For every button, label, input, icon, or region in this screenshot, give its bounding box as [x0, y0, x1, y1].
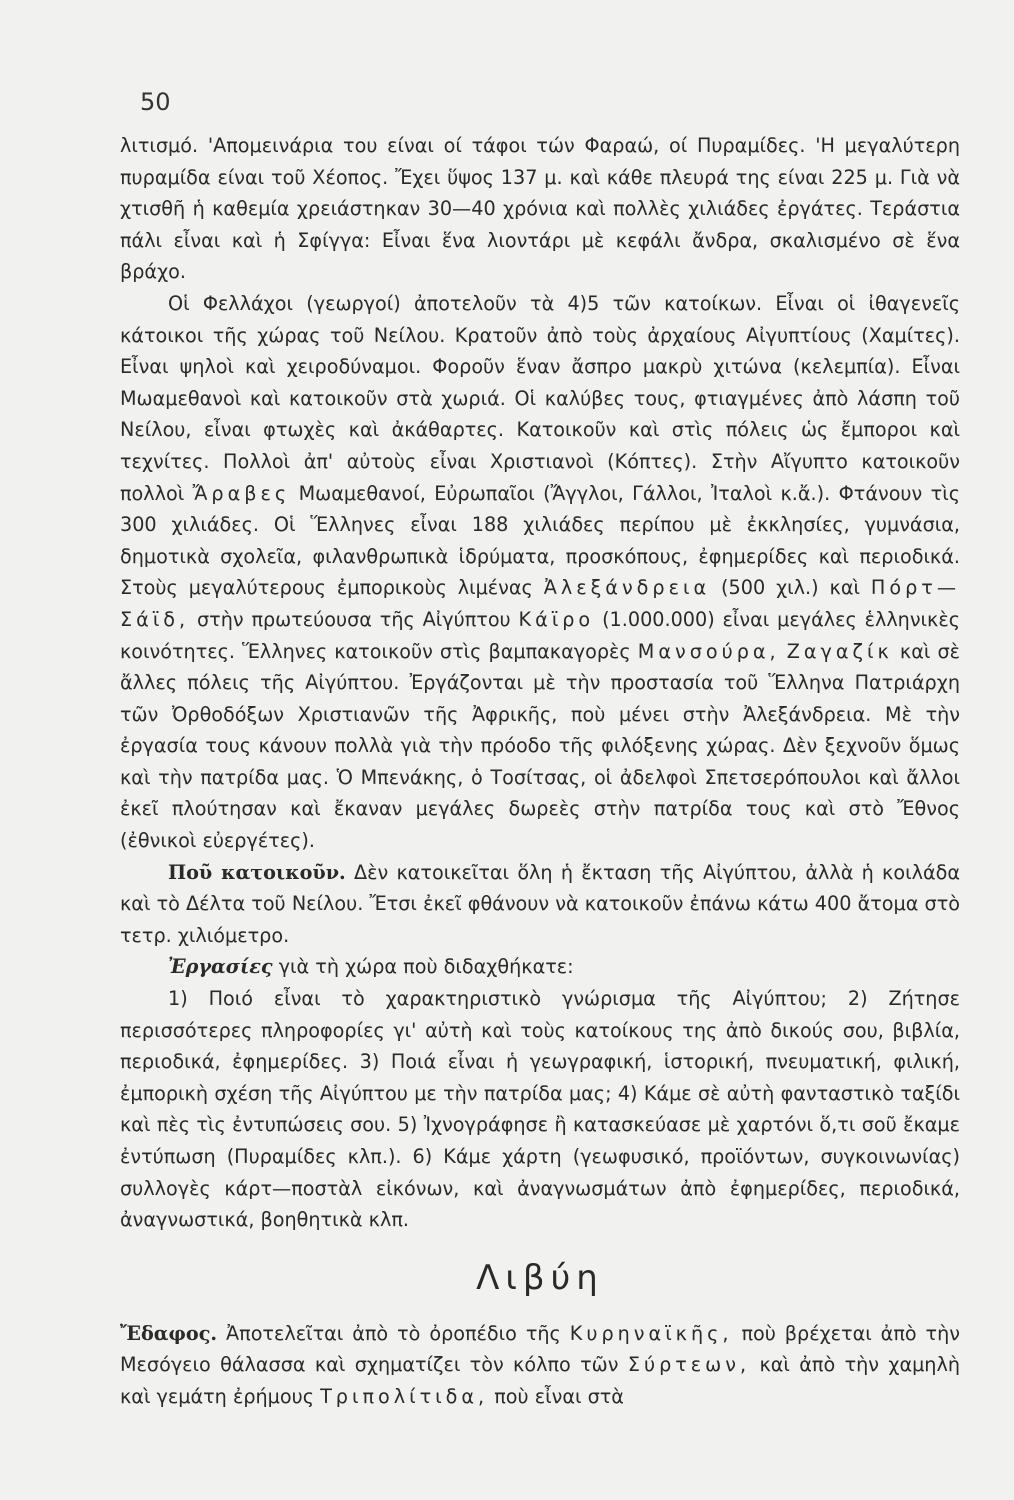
zagazig-term: Ζαγαζίκ	[786, 639, 893, 663]
where-they-live-paragraph	[120, 857, 960, 952]
people-text-1: Οἱ Φελλάχοι (γεωργοί) ἀποτελοῦν τὰ 4)5 τῶν κατοίκων. Εἶναι οἱ ἰθαγενεῖς κάτοικοι τῆς χώρας τοῦ Νείλου. Κρατοῦν ἀπὸ τοὺς ἀρχαίους Αἰγυπτίους (Χαμίτες). Εἶναι ψηλοὶ καὶ χειροδύναμοι. Φοροῦν ἕναν ἄσπρο μακρὺ χιτώνα (κελεμπία). Εἶναι Μωαμεθανοὶ καὶ κατοικοῦν στὰ χωριά. Οἱ καλύβες τους, φτιαγμένες ἀπὸ λάσπη τοῦ Νείλου, εἶναι φτωχὲς καὶ ἀκάθαρτες. Κατοικοῦν καὶ στὶς πόλεις ὡς ἔμποροι καὶ τεχνίτες. Πολλοὶ ἀπ' αὐτοὺς εἶναι Χριστιανοὶ (Κόπτες). Στὴν Αἴγυπτο κατοικοῦν πολλοὶ	[120, 291, 960, 505]
soil-text-2: ποὺ βρέχεται ἀπὸ τὴν Μεσόγειο θάλασσα καὶ σχηματίζει τὸν κόλπο τῶν	[120, 1321, 960, 1377]
page-number: 50	[140, 88, 171, 116]
soil-text-1: Ἀποτελεῖται ἀπὸ τὸ ὀροπέδιο τῆς	[226, 1321, 561, 1345]
people-text-6: καὶ σὲ ἄλλες πόλεις τῆς Αἰγύπτου. Ἐργάζονται μὲ τὴν προστασία τοῦ Ἕλληνα Πατριάρχη τῶν Ὀρθοδόξων Χριστιανῶν τῆς Ἀφρικῆς, ποὺ μένει στὴν Ἀλεξάνδρεια. Μὲ τὴν ἐργασία τους κάνουν πολλὰ γιὰ τὴν πρόοδο τῆς φιλόξενης χώρας. Δὲν ξεχνοῦν ὅμως καὶ τὴν πατρίδα μας. Ὁ Μπενάκης, ὁ Τοσίτσας, οἱ ἀδελφοὶ Σπετσερόπουλοι καὶ ἄλλοι ἐκεῖ πλούτησαν καὶ ἔκαναν μεγάλες δωρεὲς στὴν πατρίδα τους καὶ στὸ Ἔθνος (ἐθνικοὶ εὐεργέτες).	[120, 639, 960, 853]
mansoura-term: Μανσούρα,	[637, 639, 780, 663]
tripolitida-term: Τριπολίτιδα,	[320, 1384, 489, 1408]
arabs-term: Ἄραβες	[192, 481, 291, 505]
soil-lead: Ἔδαφος.	[120, 1321, 218, 1345]
where-text: Δὲν κατοικεῖται ὅλη ἡ ἔκταση τῆς Αἰγύπτου, ἀλλὰ ἡ κοιλάδα καὶ τὸ Δέλτα τοῦ Νείλου. Ἔτσι ἐκεῖ φθάνουν νὰ κατοικοῦν ἐπάνω κάτω 400 ἄτομα στὸ τετρ. χιλιόμετρο.	[120, 860, 960, 947]
libya-soil-paragraph	[120, 1318, 960, 1413]
page-content	[120, 130, 960, 1413]
port-said-term: Πόρτ—Σάϊδ,	[120, 576, 961, 631]
exercises-list: 1) Ποιό εἶναι τὸ χαρακτηριστικὸ γνώρισμα τῆς Αἰγύπτου; 2) Ζήτησε περισσότερες πληροφορίες γι' αὐτὴ καὶ τοὺς κατοίκους της ἀπὸ δικούς σου, βιβλία, περιοδικά, ἐφημερίδες. 3) Ποιά εἶναι ἡ γεωγραφική, ἱστορική, πνευματική, φιλική, ἐμπορικὴ σχέση τῆς Αἰγύπτου με τὴν πατρίδα μας; 4) Κάμε σὲ αὐτὴ φανταστικὸ ταξίδι καὶ πὲς τὶς ἐντυπώσεις σου. 5) Ἰχνογράφησε ἢ κατασκεύασε μὲ χαρτόνι ὅ,τι σοῦ ἔκαμε ἐντύπωση (Πυραμίδες κλπ.). 6) Κάμε χάρτη (γεωφυσικό, προϊόντων, συγκοινωνίας) συλλογὲς κάρτ—ποστὰλ εἰκόνων, καὶ ἀναγνωσμάτων ἀπὸ ἐφημερίδες, περιοδικά, ἀναγνωστικά, βοηθητικὰ κλπ.	[120, 987, 960, 1232]
exercises-text: γιὰ τὴ χώρα ποὺ διδαχθήκατε:	[278, 955, 574, 979]
egypt-intro-paragraph: λιτισμό. 'Απομεινάρια του είναι οί τάφοι τών Φαραώ, οί Πυραμίδες. 'Η μεγαλύτερη πυραμίδα είναι τοῦ Χέοπος. Ἔχει ὕψος 137 μ. καὶ κάθε πλευρά της είναι 225 μ. Γιὰ νὰ χτισθῆ ἡ καθεμία χρειάστηκαν 30—40 χρόνια καὶ πολλὲς χιλιάδες ἐργάτες. Τεράστια πάλι εἶναι καὶ ἡ Σφίγγα: Εἶναι ἕνα λιοντάρι μὲ κεφάλι ἄνδρα, σκαλισμένο σὲ ἕνα βράχο.	[120, 134, 960, 284]
where-lead: Ποῦ κατοικοῦν.	[168, 860, 346, 884]
people-text-3: (500 χιλ.) καὶ	[721, 576, 860, 600]
exercises-lead: Ἐργασίες	[168, 955, 273, 979]
people-text-4: στὴν πρωτεύουσα τῆς Αἰγύπτου	[196, 607, 511, 631]
cyrenaica-term: Κυρηναϊκῆς,	[569, 1321, 733, 1345]
syrtes-term: Σύρτεων,	[627, 1353, 751, 1377]
soil-text-3: καὶ ἀπὸ τὴν χαμηλὴ καὶ γεμάτη ἐρήμους	[120, 1353, 960, 1408]
people-text-5: (1.000.000) εἶναι μεγάλες ἑλληνικὲς κοινότητες. Ἕλληνες κατοικοῦν στὶς βαμπακαγορὲς	[120, 607, 960, 663]
egypt-people-paragraph	[120, 288, 960, 857]
alexandria-term: Ἀλεξάνδρεια	[543, 576, 711, 600]
exercises-heading-line	[120, 951, 960, 983]
people-text-2: Μωαμεθανοί, Εὐρωπαῖοι (Ἄγγλοι, Γάλλοι, Ἰταλοὶ κ.ἄ.). Φτάνουν τὶς 300 χιλιάδες. Οἱ Ἕλληνες εἶναι 188 χιλιάδες περίπου μὲ ἐκκλησίες, γυμνάσια, δημοτικὰ σχολεῖα, φιλανθρωπικὰ ἱδρύματα, προσκόπους, ἐφημερίδες καὶ περιοδικά. Στοὺς μεγαλύτερους ἐμπορικοὺς λιμένας	[120, 481, 960, 600]
cairo-term: Κάϊρο	[518, 607, 595, 631]
section-heading-libya: Λιβύη	[476, 1257, 604, 1298]
soil-text-4: ποὺ εἶναι στὰ	[494, 1384, 624, 1408]
